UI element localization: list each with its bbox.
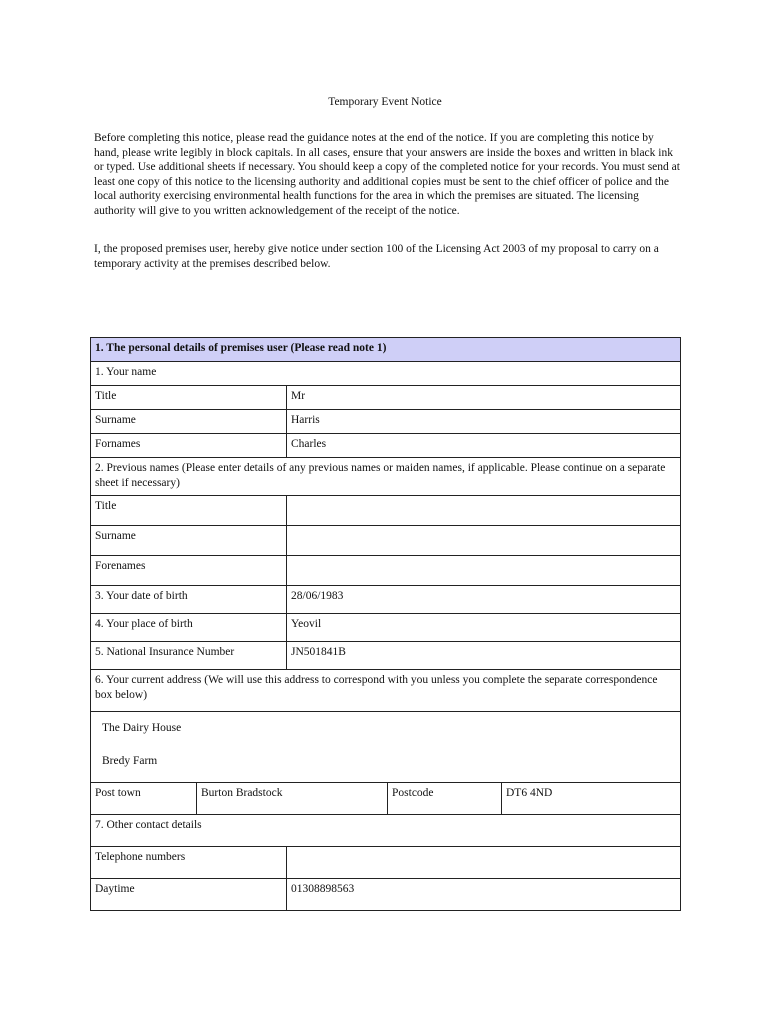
post-town-label: Post town: [91, 783, 197, 815]
address-line-1: The Dairy House: [102, 722, 182, 734]
date-of-birth-label: 3. Your date of birth: [91, 586, 287, 614]
telephone-label: Telephone numbers: [91, 847, 287, 879]
place-of-birth-field[interactable]: Yeovil: [287, 614, 681, 642]
postcode-field[interactable]: DT6 4ND: [502, 783, 681, 815]
daytime-label: Daytime: [91, 879, 287, 911]
forenames-field[interactable]: Charles: [287, 434, 681, 458]
address-line-2: Bredy Farm: [102, 754, 158, 767]
address-field[interactable]: [91, 712, 681, 783]
previous-names-label: 2. Previous names (Please enter details of any previous names or maiden names, if applicable. Please continue on a separate sheet if necessary): [91, 458, 681, 496]
previous-title-label: Title: [91, 496, 287, 526]
national-insurance-field[interactable]: JN501841B: [287, 642, 681, 670]
other-contact-label: 7. Other contact details: [91, 815, 681, 847]
section-heading: 1. The personal details of premises user (Please read note 1): [91, 338, 681, 362]
telephone-field[interactable]: [287, 847, 681, 879]
previous-surname-label: Surname: [91, 526, 287, 556]
declaration-paragraph: I, the proposed premises user, hereby give notice under section 100 of the Licensing Act 2003 of my proposal to carry on a temporary activity at the premises described below.: [94, 243, 659, 270]
page-title: Temporary Event Notice: [328, 96, 442, 108]
intro-paragraph: Before completing this notice, please read the guidance notes at the end of the notice. If you are completing this notice by hand, please write legibly in block capitals. In all cases, ensure that your answers are inside the boxes and written in black ink or typed. Use additional sheets if necessary. You should keep a copy of the completed notice for your records. You must send at least one copy of this notice to the licensing authority and additional copies must be sent to the chief officer of police and the local authority exercising environmental health functions for the area in which the premises are situated. The licensing authority will give to you written acknowledgement of the receipt of the notice.: [94, 132, 680, 217]
title-label: Title: [91, 386, 287, 410]
date-of-birth-field[interactable]: 28/06/1983: [287, 586, 681, 614]
previous-forenames-label: Forenames: [91, 556, 287, 586]
daytime-field[interactable]: 01308898563: [287, 879, 681, 911]
surname-label: Surname: [91, 410, 287, 434]
previous-surname-field[interactable]: [287, 526, 681, 556]
forenames-label: Fornames: [91, 434, 287, 458]
previous-title-field[interactable]: [287, 496, 681, 526]
national-insurance-label: 5. National Insurance Number: [91, 642, 287, 670]
previous-forenames-field[interactable]: [287, 556, 681, 586]
your-name-label: 1. Your name: [91, 362, 681, 386]
current-address-label: 6. Your current address (We will use this address to correspond with you unless you complete the separate correspondence box below): [91, 670, 681, 712]
postcode-label: Postcode: [388, 783, 502, 815]
personal-details-table: [90, 337, 681, 911]
place-of-birth-label: 4. Your place of birth: [91, 614, 287, 642]
surname-field[interactable]: Harris: [287, 410, 681, 434]
post-town-field[interactable]: Burton Bradstock: [197, 783, 388, 815]
title-field[interactable]: Mr: [287, 386, 681, 410]
